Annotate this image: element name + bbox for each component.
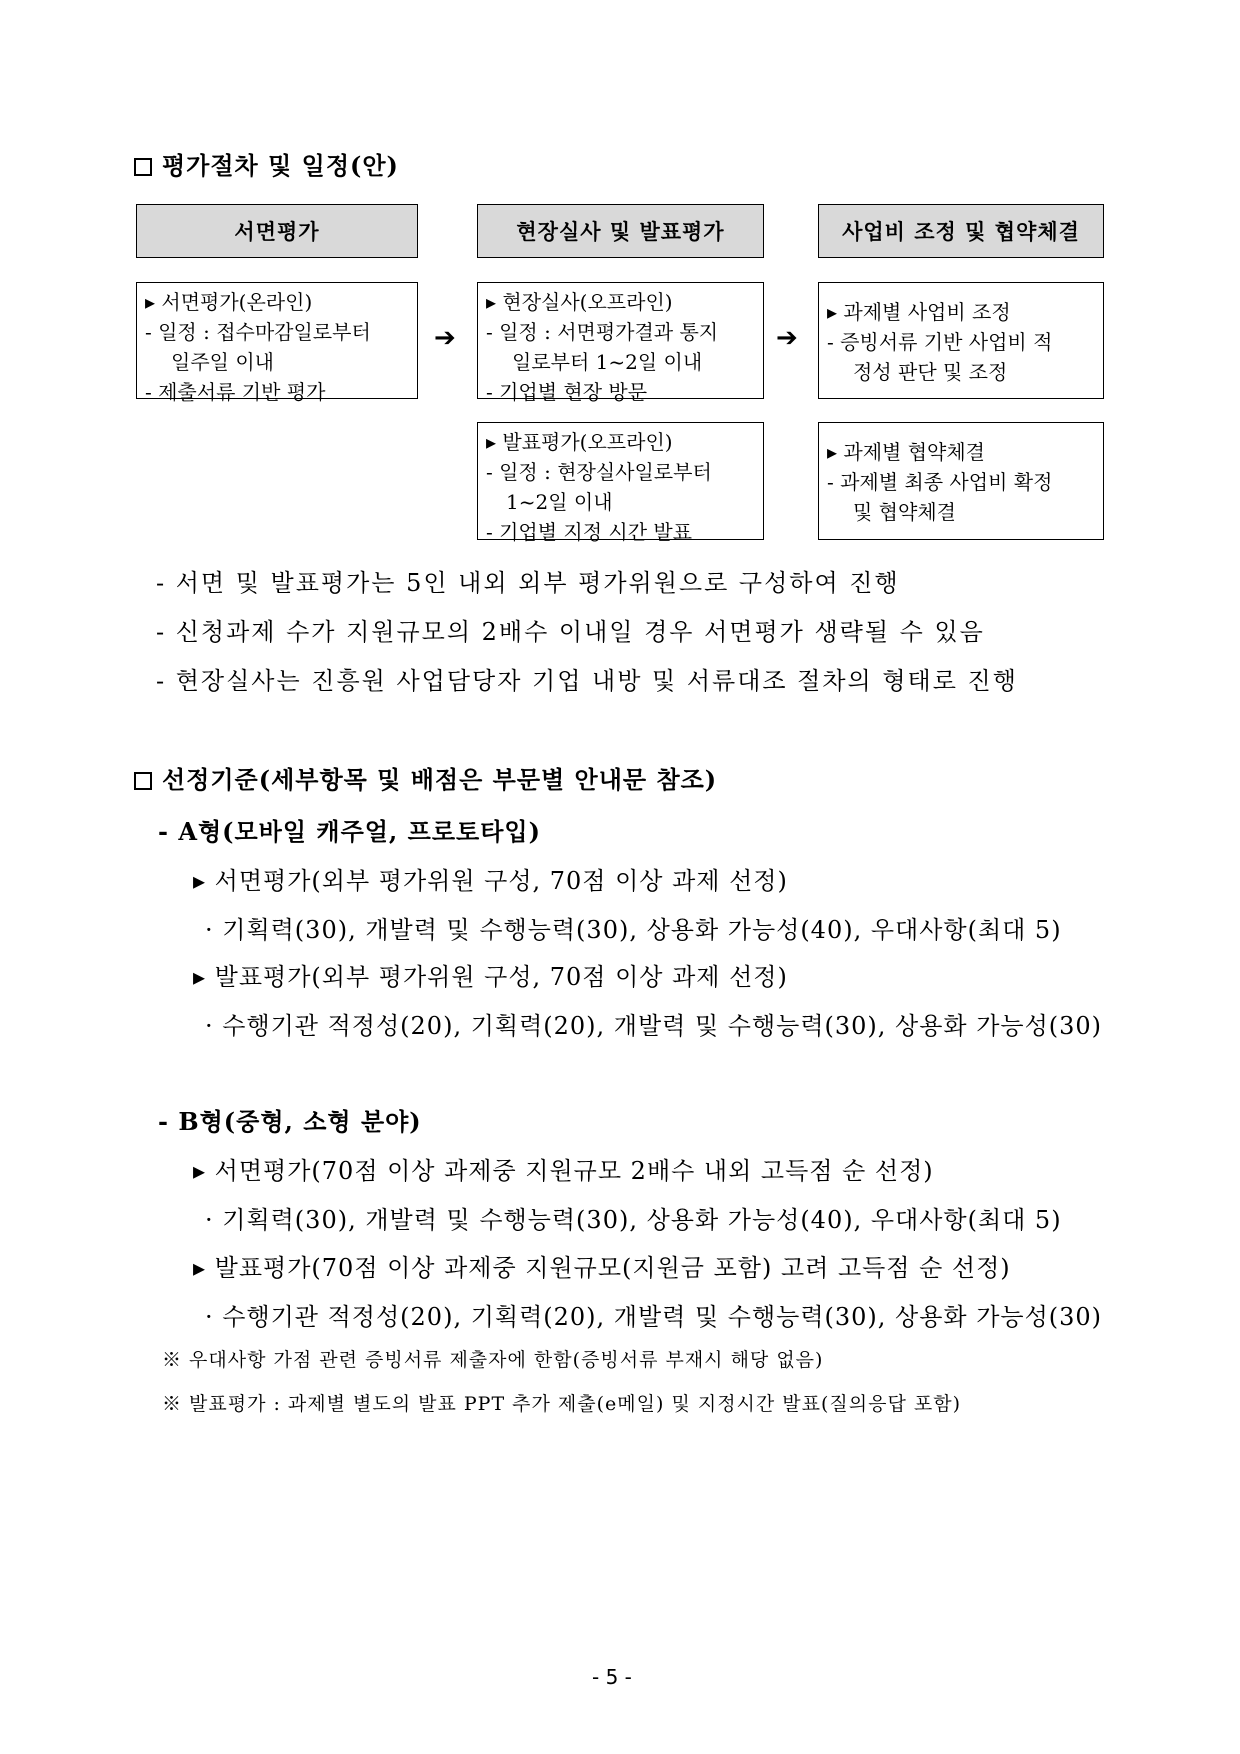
- card-line: 일주일 이내: [171, 350, 274, 374]
- card-line: ▸ 서면평가(온라인): [145, 290, 313, 314]
- section-selection-criteria-title: [134, 760, 717, 795]
- stage-header-written: [136, 204, 418, 258]
- arrow-right-icon: ➔: [776, 323, 798, 353]
- section-evaluation-procedure-title: [134, 146, 399, 181]
- checkbox-square-icon: [134, 158, 152, 176]
- card-line: 1~2일 이내: [506, 490, 613, 514]
- stage-header-label: 서면평가: [234, 219, 320, 244]
- stage-header-label: 사업비 조정 및 협약체결: [842, 219, 1080, 244]
- procedure-note-2: - 신청과제 수가 지원규모의 2배수 이내일 경우 서면평가 생략될 수 있음: [156, 618, 985, 646]
- type-b-presentation-eval: ▸ 발표평가(70점 이상 과제중 지원규모(지원금 포함) 고려 고득점 순 선정): [193, 1254, 1011, 1282]
- type-b-presentation-criteria: · 수행기관 적정성(20), 기획력(20), 개발력 및 수행능력(30), 상용화 가능성(30): [205, 1303, 1103, 1331]
- card-line: - 기업별 지정 시간 발표: [486, 520, 693, 544]
- section-title-text: 선정기준(세부항목 및 배점은 부문별 안내문 참조): [162, 765, 718, 794]
- note-preference-evidence: ※ 우대사항 가점 관련 증빙서류 제출자에 한함(증빙서류 부재시 해당 없음): [162, 1349, 824, 1371]
- card-presentation-evaluation: [477, 422, 764, 544]
- card-line: ▸ 현장실사(오프라인): [486, 290, 673, 314]
- card-line: ▸ 과제별 협약체결: [827, 440, 985, 464]
- card-line: 정성 판단 및 조정: [853, 360, 1008, 384]
- procedure-note-1: - 서면 및 발표평가는 5인 내외 외부 평가위원으로 구성하여 진행: [156, 569, 900, 597]
- type-b-written-criteria: · 기획력(30), 개발력 및 수행능력(30), 상용화 가능성(40), 우대사항(최대 5): [205, 1206, 1062, 1234]
- type-b-written-eval: ▸ 서면평가(70점 이상 과제중 지원규모 2배수 내외 고득점 순 선정): [193, 1157, 934, 1185]
- card-budget-adjustment: [818, 282, 1104, 399]
- card-line: 일로부터 1~2일 이내: [512, 350, 703, 374]
- stage-header-budget-agreement: [818, 204, 1104, 258]
- stage-header-site-presentation: [477, 204, 764, 258]
- page-number: - 5 -: [592, 1665, 632, 1689]
- card-line: - 일정 : 현장실사일로부터: [486, 460, 712, 484]
- card-line: 및 협약체결: [853, 500, 956, 524]
- card-line: - 일정 : 서면평가결과 통지: [486, 320, 719, 344]
- stage-header-label: 현장실사 및 발표평가: [516, 219, 725, 244]
- card-line: - 일정 : 접수마감일로부터: [145, 320, 371, 344]
- card-agreement: [818, 422, 1104, 540]
- card-line: - 제출서류 기반 평가: [145, 380, 326, 404]
- note-presentation-ppt: ※ 발표평가 : 과제별 별도의 발표 PPT 추가 제출(e메일) 및 지정시간 발표(질의응답 포함): [162, 1393, 961, 1415]
- checkbox-square-icon: [134, 772, 152, 790]
- card-line: ▸ 과제별 사업비 조정: [827, 300, 1011, 324]
- card-line: - 과제별 최종 사업비 확정: [827, 470, 1053, 494]
- type-a-presentation-criteria: · 수행기관 적정성(20), 기획력(20), 개발력 및 수행능력(30), 상용화 가능성(30): [205, 1012, 1103, 1040]
- section-title-text: 평가절차 및 일정(안): [162, 151, 399, 180]
- type-b-title: - B형(중형, 소형 분야): [158, 1107, 422, 1136]
- card-site-inspection: [477, 282, 764, 404]
- arrow-right-icon: ➔: [434, 323, 456, 353]
- card-line: - 증빙서류 기반 사업비 적: [827, 330, 1053, 354]
- type-a-title: - A형(모바일 캐주얼, 프로토타입): [158, 817, 541, 846]
- card-line: ▸ 발표평가(오프라인): [486, 430, 673, 454]
- type-a-presentation-eval: ▸ 발표평가(외부 평가위원 구성, 70점 이상 과제 선정): [193, 963, 788, 991]
- card-line: - 기업별 현장 방문: [486, 380, 648, 404]
- type-a-written-eval: ▸ 서면평가(외부 평가위원 구성, 70점 이상 과제 선정): [193, 867, 788, 895]
- procedure-note-3: - 현장실사는 진흥원 사업담당자 기업 내방 및 서류대조 절차의 형태로 진행: [156, 667, 1018, 695]
- card-written-evaluation: [136, 282, 418, 404]
- type-a-written-criteria: · 기획력(30), 개발력 및 수행능력(30), 상용화 가능성(40), 우대사항(최대 5): [205, 916, 1062, 944]
